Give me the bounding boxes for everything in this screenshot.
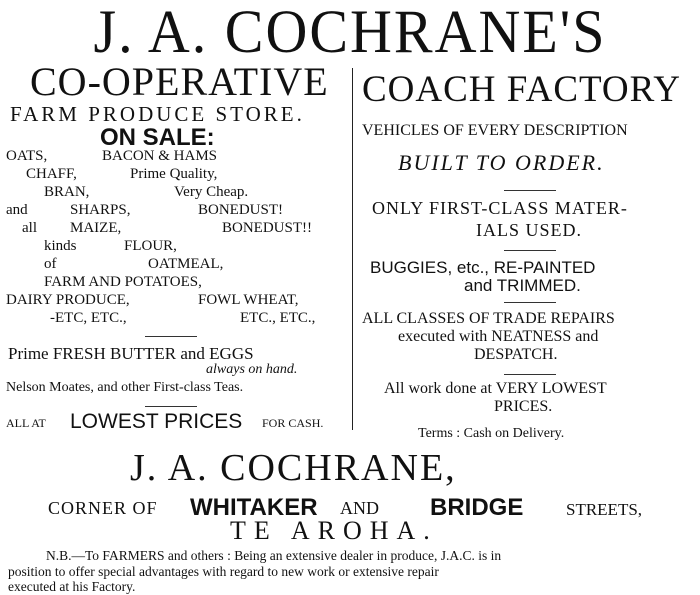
list-item: -ETC, ETC., [50,310,127,326]
materials-line-2: IALS USED. [476,220,583,240]
town-label: TE AROHA. [230,516,438,545]
list-item: BACON & HAMS [102,148,218,164]
terms-line: Terms : Cash on Delivery. [418,426,565,441]
divider [504,250,556,251]
list-item: FLOUR, [124,238,177,254]
streets-label: STREETS, [566,500,643,519]
repairs-line-1: ALL CLASSES OF TRADE REPAIRS [362,310,615,327]
repairs-line-2: executed with NEATNESS and [398,328,599,345]
street-whitaker: WHITAKER [190,494,318,521]
prices-suffix: FOR CASH. [262,416,324,430]
divider [145,336,197,337]
repairs-line-3: DESPATCH. [474,346,558,363]
list-item: of [44,256,57,272]
and-label: AND [340,498,379,518]
list-item: Very Cheap. [174,184,249,200]
list-item: BONEDUST!! [222,220,312,236]
list-item: OATS, [6,148,48,164]
left-heading: CO-OPERATIVE [30,59,329,104]
prices-prefix: ALL AT [6,416,46,430]
list-item: DAIRY PRODUCE, [6,292,130,308]
teas-line: Nelson Moates, and other First-class Teas. [6,380,244,395]
materials-line-1: ONLY FIRST-CLASS MATER- [372,198,628,218]
built-line: BUILT TO ORDER. [398,150,605,175]
divider [145,406,197,407]
list-item: and [6,202,28,218]
list-item: BRAN, [44,184,90,200]
list-item: OATMEAL, [148,256,224,272]
list-item: SHARPS, [70,202,131,218]
divider [504,374,556,375]
list-item: BONEDUST! [198,202,283,218]
note-line-3: executed at his Factory. [8,579,136,594]
list-item: all [22,220,37,236]
divider [504,302,556,303]
prices-highlight: LOWEST PRICES [70,410,243,433]
street-bridge: BRIDGE [430,494,524,521]
on-sale-label: ON SALE: [100,124,215,151]
divider [504,190,556,191]
right-heading: COACH FACTORY [362,69,682,110]
note-line-1: N.B.—To FARMERS and others : Being an extensive dealer in produce, J.A.C. is in [46,548,502,563]
list-item: CHAFF, [26,166,77,182]
work-line-2: PRICES. [494,398,553,415]
list-item: FOWL WHEAT, [198,292,299,308]
corner-label: CORNER OF [48,498,158,518]
page-title: J. A. COCHRANE'S [93,0,607,66]
list-item: MAIZE, [70,220,122,236]
work-line-1: All work done at VERY LOWEST [384,380,607,397]
list-item: ETC., ETC., [240,310,316,326]
vehicles-line: VEHICLES OF EVERY DESCRIPTION [362,122,628,139]
list-item: FARM AND POTATOES, [44,274,202,290]
always-line: always on hand. [206,362,298,377]
footer-name: J. A. COCHRANE, [130,447,457,489]
buggies-line-2: and TRIMMED. [464,276,581,295]
buggies-line-1: BUGGIES, etc., RE-PAINTED [370,258,596,277]
list-item: kinds [44,238,77,254]
note-line-2: position to offer special advantages with regard to new work or extensive repair [8,564,439,579]
left-subheading: FARM PRODUCE STORE. [10,102,305,126]
column-divider [352,68,353,430]
butter-line: Prime FRESH BUTTER and EGGS [8,344,254,363]
list-item: Prime Quality, [130,166,218,182]
